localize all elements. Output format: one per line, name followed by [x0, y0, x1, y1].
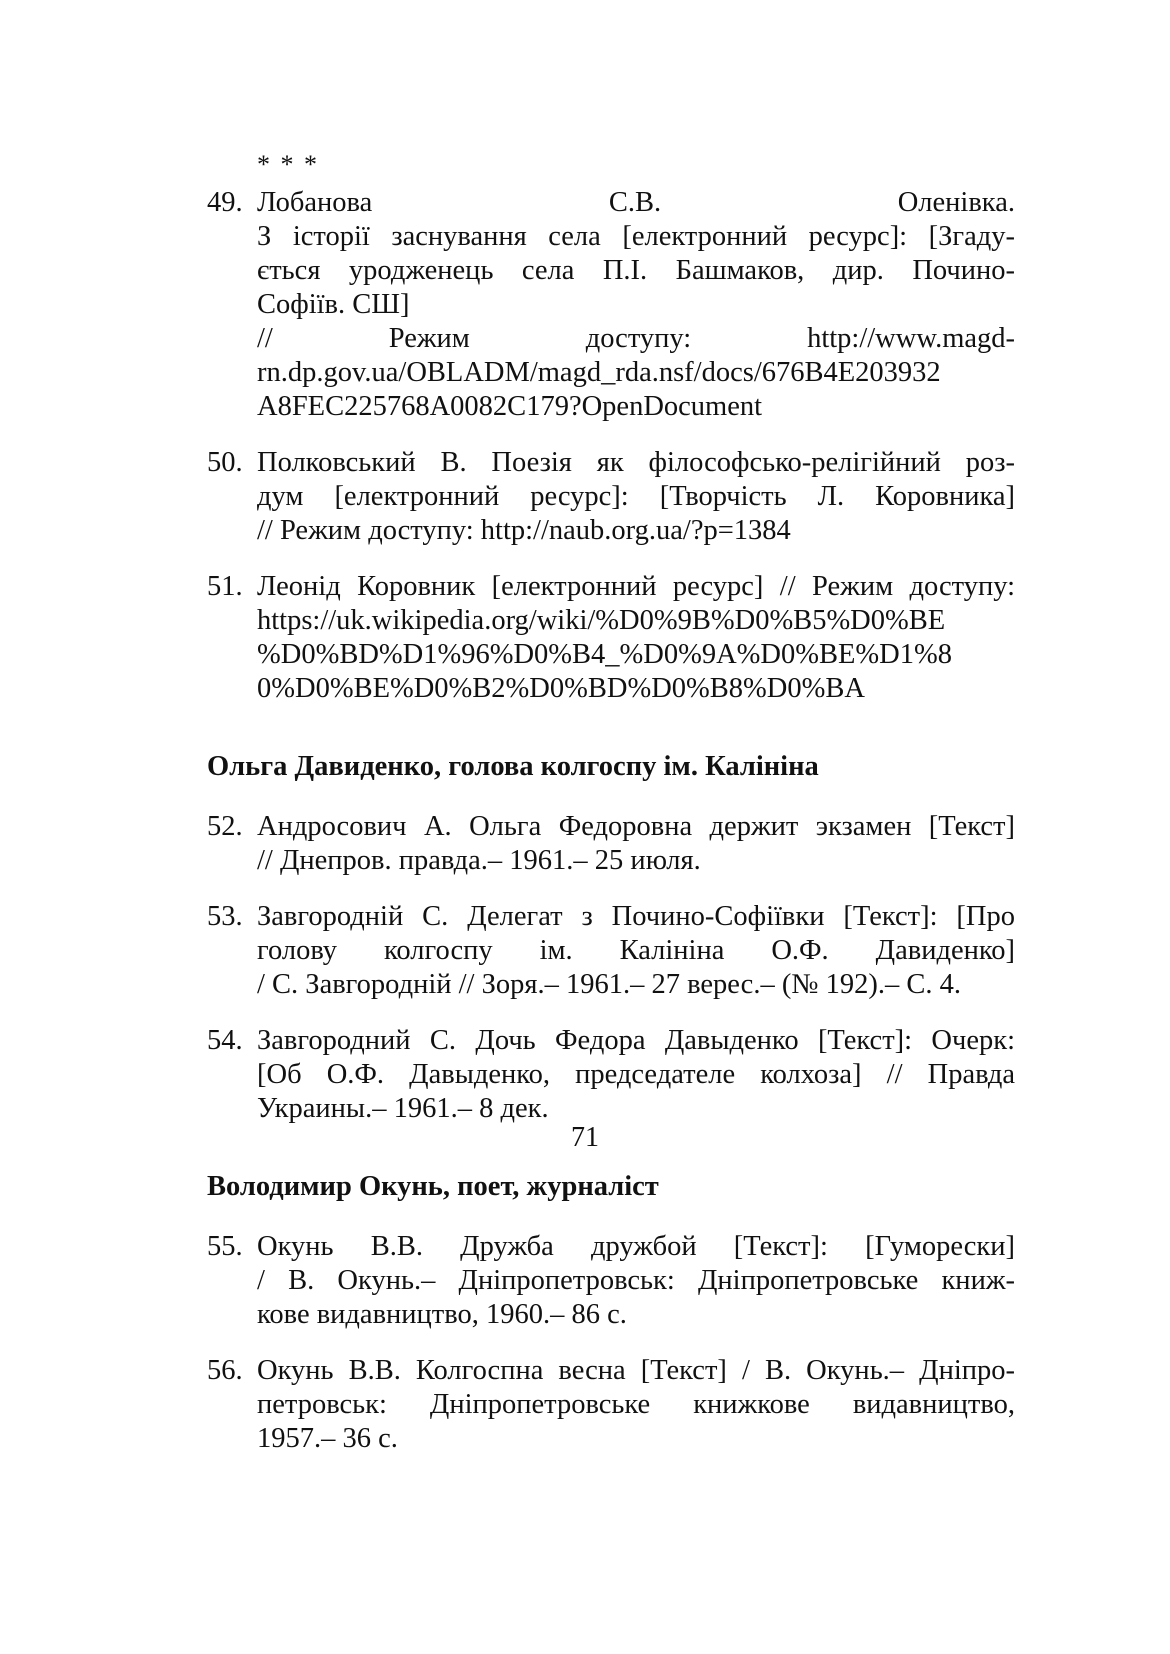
entry-line: / В. Окунь.– Дніпропетровськ: Дніпропетровське книж- [257, 1265, 1015, 1296]
entry-number: 49. [207, 187, 243, 218]
entry-line: Завгородний С. Дочь Федора Давыденко [Текст]: Очерк: [257, 1025, 1015, 1056]
document-page [207, 150, 1015, 1478]
section-separator: * * * [257, 150, 319, 179]
entry-line: / С. Завгородній // Зоря.– 1961.– 27 верес.– (№ 192).– С. 4. [257, 969, 961, 1000]
entry-line: Андросович А. Ольга Федоровна держит экзамен [Текст] [257, 811, 1015, 842]
bibliography-entry [207, 1230, 1015, 1332]
entry-number: 52. [207, 811, 243, 842]
entry-line: дум [електронний ресурс]: [Творчість Л. Коровника] [257, 481, 1015, 512]
entry-number: 56. [207, 1355, 243, 1386]
entry-line: Украины.– 1961.– 8 дек. [257, 1093, 549, 1124]
page-number: 71 [571, 1122, 599, 1153]
entry-line: // Режим доступу: http://naub.org.ua/?p=1384 [257, 515, 791, 546]
entry-line: Софіїв. СШ] [257, 289, 410, 320]
entry-number: 51. [207, 571, 243, 602]
entry-line: 0%D0%BE%D0%B2%D0%BD%D0%B8%D0%BA [257, 673, 865, 704]
bibliography-entry [207, 186, 1015, 424]
entry-line: Полковський В. Поезія як філософсько-релігійний роз- [257, 447, 1015, 478]
bibliography-entry [207, 570, 1015, 706]
entry-line: Лобанова С.В. Оленівка. [257, 187, 1015, 218]
section-heading: Володимир Окунь, поет, журналіст [207, 1171, 659, 1202]
bibliography-entry [207, 810, 1015, 878]
entry-number: 54. [207, 1025, 243, 1056]
entry-line: Окунь В.В. Дружба дружбой [Текст]: [Гуморески] [257, 1231, 1015, 1262]
section-heading: Ольга Давиденко, голова колгоспу ім. Калініна [207, 751, 819, 782]
entry-number: 55. [207, 1231, 243, 1262]
entry-line: [Об О.Ф. Давыденко, председателе колхоза] // Правда [257, 1059, 1015, 1090]
bibliography-entry [207, 446, 1015, 548]
entry-line: // Днепров. правда.– 1961.– 25 июля. [257, 845, 701, 876]
entry-number: 53. [207, 901, 243, 932]
bibliography-entry [207, 900, 1015, 1002]
entry-line: Окунь В.В. Колгоспна весна [Текст] / В. Окунь.– Дніпро- [257, 1355, 1015, 1386]
entry-line: rn.dp.gov.ua/OBLADM/magd_rda.nsf/docs/676B4E203932 [257, 357, 941, 388]
entry-line: З історії заснування села [електронний ресурс]: [Згаду- [257, 221, 1015, 252]
bibliography-entry [207, 1024, 1015, 1126]
entry-number: 50. [207, 447, 243, 478]
bibliography-entry [207, 1354, 1015, 1456]
entry-line: 1957.– 36 с. [257, 1423, 398, 1454]
entry-line: Леонід Коровник [електронний ресурс] // Режим доступу: [257, 571, 1015, 602]
entry-line: голову колгоспу ім. Калініна О.Ф. Давиденко] [257, 935, 1015, 966]
entry-line: // Режим доступу: http://www.magd- [257, 323, 1015, 354]
entry-line: %D0%BD%D1%96%D0%B4_%D0%9A%D0%BE%D1%8 [257, 639, 952, 670]
entry-line: кове видавництво, 1960.– 86 с. [257, 1299, 627, 1330]
entry-line: петровськ: Дніпропетровське книжкове видавництво, [257, 1389, 1015, 1420]
entry-line: https://uk.wikipedia.org/wiki/%D0%9B%D0%B5%D0%BE [257, 605, 946, 636]
entry-line: A8FEC225768A0082C179?OpenDocument [257, 391, 763, 422]
entry-line: ється уродженець села П.І. Башмаков, дир. Почино- [257, 255, 1015, 286]
entry-line: Завгородній С. Делегат з Почино-Софіївки [Текст]: [Про [257, 901, 1015, 932]
